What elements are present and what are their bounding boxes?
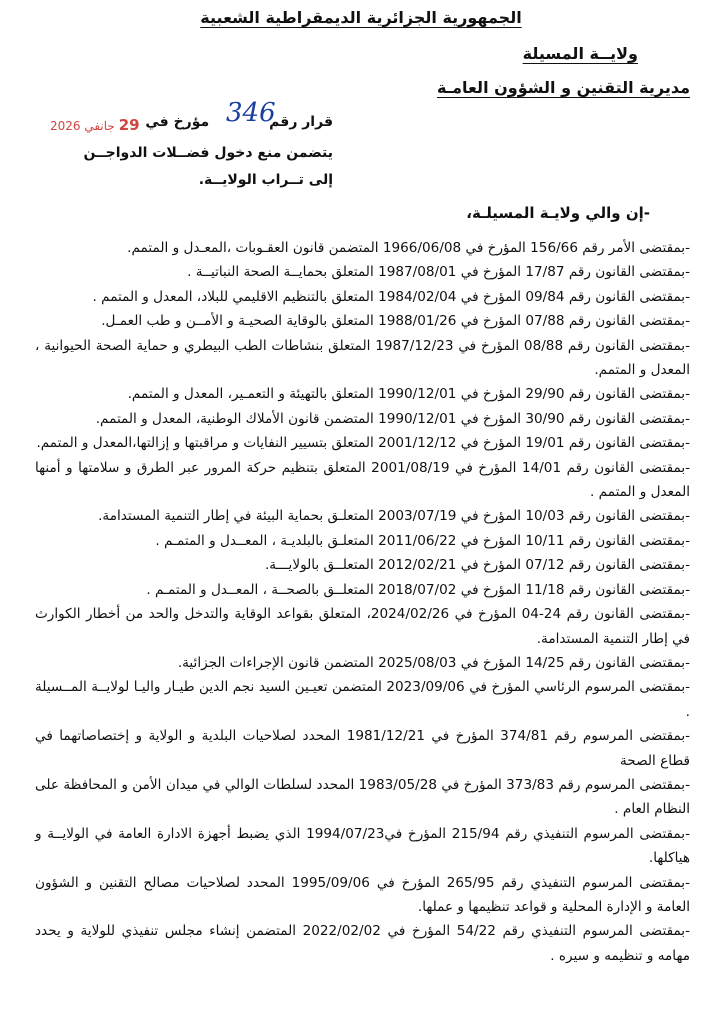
decision-subject-line1: يتضمن منع دخول فضــلات الدواجــن [83, 145, 333, 161]
legal-reference-item: -بمقتضى القانون رقم 07/88 المؤرخ في 1988/01/26 المتعلق بالوقاية الصحيـة و الأمــن و طب العمـل. [101, 313, 690, 330]
preamble: -إن والي ولايـة المسيلـة، [466, 204, 650, 222]
decision-subject-line2: إلى تــراب الولايــة. [198, 172, 333, 188]
stamp-month-year: جانفي 2026 [50, 119, 115, 133]
legal-reference-item: -بمقتضى القانون رقم 10/03 المؤرخ في 2003/07/19 المتعلـق بحماية البيئة في إطار التنمية المستدامة. [98, 508, 690, 525]
wilaya-name: ولايــة المسيلة [522, 44, 638, 63]
legal-reference-item: -بمقتضى القانون رقم 17/87 المؤرخ في 1987/08/01 المتعلق بحمايــة الصحة النباتيــة . [187, 264, 690, 281]
legal-reference-item: -بمقتضى القانون رقم 08/88 المؤرخ في 1987/12/23 المتعلق بنشاطات الطب البيطري و حماية الصحة الحيوانية ، المعدل و المتمم. [35, 337, 690, 379]
legal-reference-item: -بمقتضى القانون رقم 07/12 المؤرخ في 2012/02/21 المتعلــق بالولايـــة. [264, 557, 690, 574]
legal-reference-item: -بمقتضى القانون رقم 10/11 المؤرخ في 2011/06/22 المتعلـق بالبلديـة ، المعــدل و المتمـم . [155, 532, 690, 549]
stamp-day: 29 [118, 116, 140, 134]
legal-reference-item: -بمقتضى القانون رقم 19/01 المؤرخ في 2001/12/12 المتعلق بتسيير النفايات و مراقبتها و إزالتها،المعدل و المتمم. [36, 435, 690, 452]
legal-reference-item: -بمقتضى المرسوم التنفيذي رقم 215/94 المؤرخ في1994/07/23 الذي يضبط أجهزة الادارة العامة في الولايــة و هياكلها. [35, 825, 690, 867]
decision-number-handwritten: 346 [226, 98, 276, 128]
legal-references [35, 236, 690, 968]
decision-dated-label: مؤرخ في [145, 114, 210, 130]
direction-name: مديرية التقنين و الشؤون العامـة [436, 78, 690, 97]
republic-title: الجمهورية الجزائرية الديمقراطية الشعبية [200, 8, 522, 27]
legal-reference-item: -بمقتضى المرسوم التنفيذي رقم 265/95 المؤرخ في 1995/09/06 المحدد لصلاحيات مصالح التقنين و الشؤون العامة و الإدارة المحلية و قواعد تنظيمها و عملها. [35, 874, 690, 915]
legal-reference-item: -بمقتضى القانون رقم 29/90 المؤرخ في 1990/12/01 المتعلق بالتهيئة و التعمـير، المعدل و المتمم. [127, 386, 690, 403]
legal-reference-item: -بمقتضى المرسوم رقم 374/81 المؤرخ في 1981/12/21 المحدد لصلاحيات البلدية و الولاية و إختصاصاتهما في قطاع الصحة [35, 728, 691, 769]
legal-reference-item: -بمقتضى القانون رقم 14/25 المؤرخ في 2025/08/03 المتضمن قانون الإجراءات الجزائية. [177, 654, 690, 671]
legal-reference-item: -بمقتضى القانون رقم 14/01 المؤرخ في 2001/08/19 المتعلق بتنظيم حركة المرور عبر الطرق و سلامتها و أمنها المعدل و المتمم . [35, 459, 691, 501]
legal-reference-item: -بمقتضى القانون رقم 24-04 المؤرخ في 2024/02/26، المتعلق بقواعد الوقاية والتدخل والحد من أخطار الكوارث في إطار التنمية المستدامة. [35, 606, 690, 647]
legal-reference-item: -بمقتضى المرسوم التنفيذي رقم 54/22 المؤرخ في 2022/02/02 المتضمن إنشاء مجلس تنفيذي للولاية و يحدد مهامه و تنظيمه و سيره . [35, 923, 690, 964]
legal-reference-item: -بمقتضى المرسوم رقم 373/83 المؤرخ في 1983/05/28 المحدد لسلطات الوالي في ميدان الأمن و المحافظة على النظام العام . [35, 776, 690, 818]
legal-reference-item: -بمقتضى المرسوم الرئاسي المؤرخ في 2023/09/06 المتضمن تعيـين السيد نجم الدين طيـار واليـا لولايــة المــسيلة . [35, 679, 691, 720]
legal-reference-item: -بمقتضى الأمر رقم 156/66 المؤرخ في 1966/06/08 المتضمن قانون العقـوبات ،المعـدل و المتمم. [127, 240, 690, 256]
legal-reference-item: -بمقتضى القانون رقم 11/18 المؤرخ في 2018/07/02 المتعلــق بالصحــة ، المعــدل و المتمـم . [146, 581, 690, 598]
legal-reference-item: -بمقتضى القانون رقم 30/90 المؤرخ في 1990/12/01 المتضمن قانون الأملاك الوطنية، المعدل و المتمم. [95, 410, 690, 427]
decision-label: قرار رقم [269, 114, 333, 130]
date-stamp [50, 116, 140, 134]
legal-reference-item: -بمقتضى القانون رقم 09/84 المؤرخ في 1984/02/04 المتعلق بالتنظيم الاقليمي للبلاد، المعدل و المتمم . [92, 288, 690, 305]
